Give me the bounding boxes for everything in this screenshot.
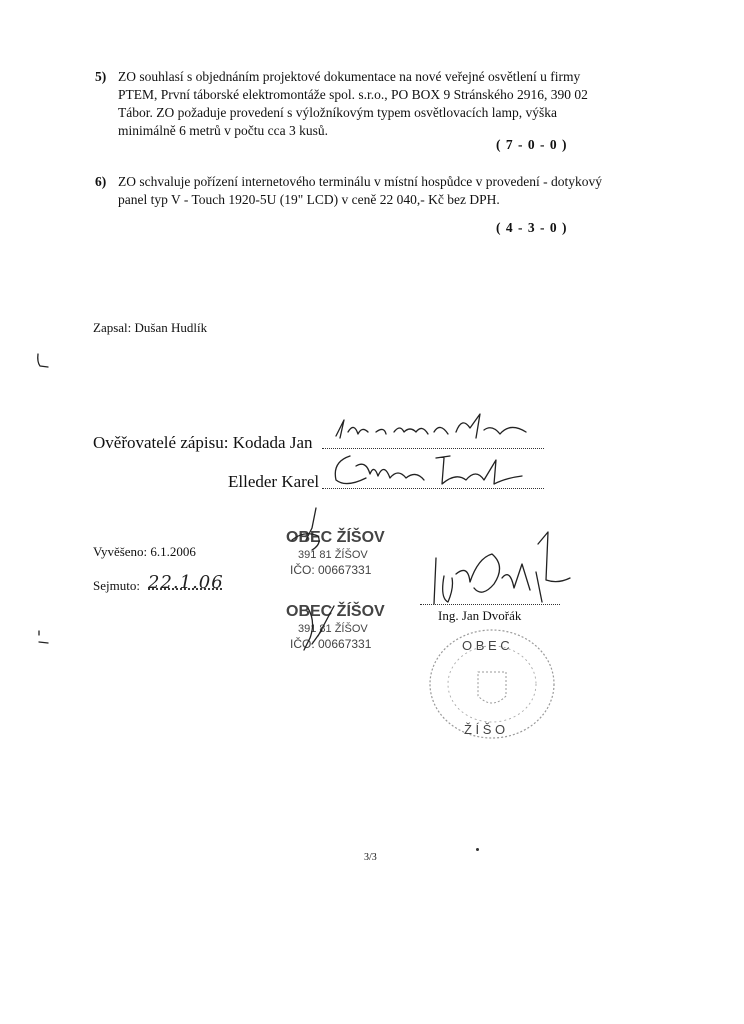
item-text <box>118 173 638 209</box>
signature-line <box>420 604 560 605</box>
signature-elleder <box>326 448 526 492</box>
office-stamp <box>282 586 412 666</box>
vote-result: ( 4 - 3 - 0 ) <box>496 220 568 235</box>
ink-dot <box>476 848 479 851</box>
stamp-address: 391 81 ŽÍŠOV <box>298 549 368 561</box>
item-line: PTEM, První táborské elektromontáže spol. s.r.o., PO BOX 9 Stránského 2916, 390 02 <box>118 87 588 102</box>
verifier-second: Elleder Karel <box>228 472 320 491</box>
removed-label: Sejmuto: <box>93 578 140 593</box>
item-number: 5) <box>95 69 107 84</box>
signatory-name: Ing. Jan Dvořák <box>438 608 522 623</box>
coat-of-arms-icon <box>478 672 506 703</box>
office-stamp <box>282 500 412 580</box>
stamp-title: OBEC ŽÍŠOV <box>286 603 385 620</box>
item-line: ZO souhlasí s objednáním projektové dokumentace na nové veřejné osvětlení u firmy <box>118 69 581 84</box>
item-text <box>118 68 638 140</box>
posted-date: Vyvěšeno: 6.1.2006 <box>93 544 196 559</box>
seal-bottom-text: Ž Í Š O <box>464 722 506 737</box>
margin-mark <box>36 352 52 372</box>
page-number: 3/3 <box>364 852 377 863</box>
signature-dvorak <box>418 528 578 608</box>
verifiers-label: Ověřovatelé zápisu: Kodada Jan <box>93 433 313 452</box>
removed-date-handwritten: 22.1.06 <box>148 572 224 593</box>
round-seal <box>420 626 570 746</box>
stamp-ico: IČO: 00667331 <box>290 563 372 577</box>
signature-kodada <box>330 408 540 448</box>
item-number: 6) <box>95 174 107 189</box>
item-line: panel typ V - Touch 1920-5U (19" LCD) v ceně 22 040,- Kč bez DPH. <box>118 192 500 207</box>
stamp-address: 391 81 ŽÍŠOV <box>298 623 368 635</box>
stamp-ico: IČO: 00667331 <box>290 637 372 651</box>
item-line: ZO schvaluje pořízení internetového terminálu v místní hospůdce v provedení - dotykový <box>118 174 603 189</box>
item-line: minimálně 6 metrů v počtu cca 3 kusů. <box>118 123 328 138</box>
seal-top-text: O B E C <box>462 638 510 653</box>
item-line: Tábor. ZO požaduje provedení s výložníkovým typem osvětlovacích lamp, výška <box>118 105 558 120</box>
recorder-line: Zapsal: Dušan Hudlík <box>93 320 208 335</box>
stamp-title: OBEC ŽÍŠOV <box>286 529 385 546</box>
margin-mark <box>36 630 52 650</box>
vote-result: ( 7 - 0 - 0 ) <box>496 137 568 152</box>
